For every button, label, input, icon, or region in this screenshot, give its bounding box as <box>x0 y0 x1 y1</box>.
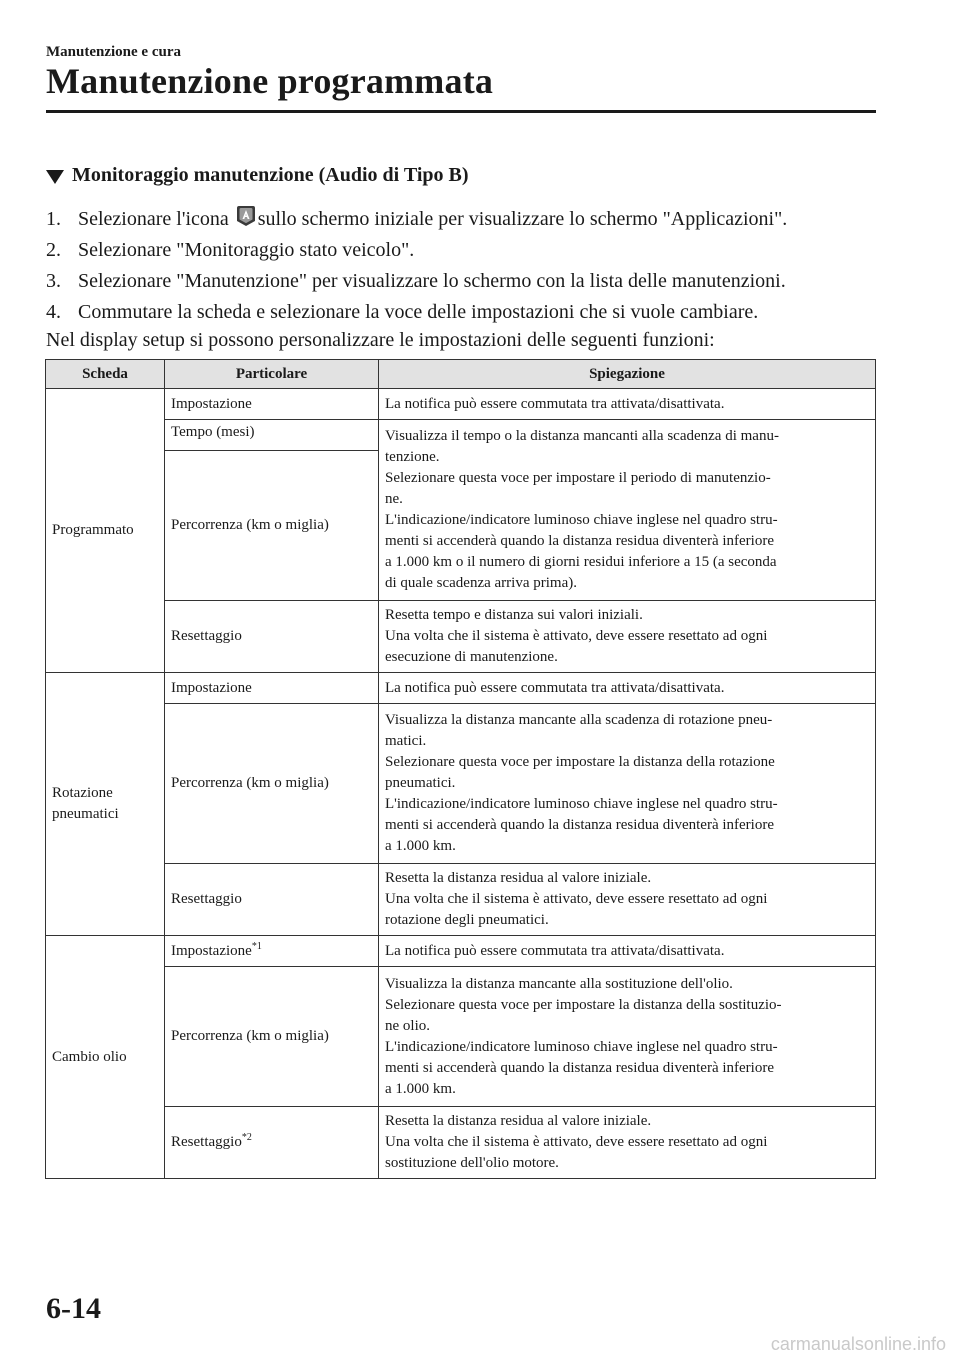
text-line: a 1.000 km o il numero di giorni residui inferiore a 15 (a seconda <box>385 554 777 570</box>
settings-table <box>45 359 876 1179</box>
step-text-continued: sullo schermo iniziale per visualizzare lo schermo "Applicazioni". <box>257 208 788 230</box>
scheda-cell: Programmato <box>46 389 165 673</box>
spiegazione-cell <box>379 420 876 601</box>
text-line: Una volta che il sistema è attivato, deve essere resettato ad ogni <box>385 1134 768 1150</box>
particolare-cell <box>165 1107 379 1179</box>
particolare-cell: Resettaggio <box>165 601 379 673</box>
text-line: Resetta tempo e distanza sui valori iniziali. <box>385 607 643 623</box>
spiegazione-cell: La notifica può essere commutata tra attivata/disattivata. <box>379 936 876 967</box>
text-line: rotazione degli pneumatici. <box>385 912 549 928</box>
text-line: di quale scadenza arriva prima). <box>385 575 577 591</box>
spiegazione-cell <box>379 967 876 1107</box>
table-row <box>46 601 876 673</box>
text-line: esecuzione di manutenzione. <box>385 649 558 665</box>
step-item <box>46 204 886 235</box>
text-line: menti si accenderà quando la distanza residua diventerà inferiore <box>385 1059 774 1076</box>
table-row <box>46 936 876 967</box>
text-line: matici. <box>385 733 427 749</box>
column-header-scheda: Scheda <box>46 360 165 389</box>
table-row <box>46 420 876 451</box>
step-text: Selezionare l'icona <box>78 208 229 230</box>
text-line: Visualizza la distanza mancante alla sostituzione dell'olio. <box>385 975 733 992</box>
particolare-cell: Impostazione <box>165 389 379 420</box>
particolare-cell: Resettaggio <box>165 864 379 936</box>
table-row <box>46 1107 876 1179</box>
spiegazione-cell <box>379 864 876 936</box>
spiegazione-cell: La notifica può essere commutata tra attivata/disattivata. <box>379 673 876 704</box>
particolare-cell <box>165 936 379 967</box>
column-header-particolare: Particolare <box>165 360 379 389</box>
scheda-cell <box>46 673 165 936</box>
table-row <box>46 389 876 420</box>
text-line: pneumatici <box>52 806 119 822</box>
step-text: Commutare la scheda e selezionare la voce delle impostazioni che si vuole cambiare. <box>78 301 759 323</box>
page-number: 6-14 <box>46 1292 101 1325</box>
text-line: Visualizza il tempo o la distanza mancanti alla scadenza di manu- <box>385 428 779 444</box>
spiegazione-cell <box>379 1107 876 1179</box>
text-line: pneumatici. <box>385 775 456 791</box>
table-row <box>46 967 876 1107</box>
column-header-spiegazione: Spiegazione <box>379 360 876 389</box>
chapter-label: Manutenzione e cura <box>46 44 181 60</box>
footnote-marker: *1 <box>251 940 262 952</box>
step-item <box>46 297 886 328</box>
step-item <box>46 266 886 297</box>
spiegazione-cell <box>379 601 876 673</box>
step-number: 3. <box>46 270 61 292</box>
text-line: Resetta la distanza residua al valore iniziale. <box>385 870 652 886</box>
text-line: sostituzione dell'olio motore. <box>385 1155 559 1171</box>
section-heading <box>46 164 469 187</box>
applications-icon <box>236 205 256 227</box>
text-line: Selezionare questa voce per impostare la distanza della rotazione <box>385 754 775 770</box>
text-line: L'indicazione/indicatore luminoso chiave inglese nel quadro stru- <box>385 796 778 812</box>
text-line: Selezionare questa voce per impostare il periodo di manutenzio- <box>385 470 771 486</box>
section-heading-text: Monitoraggio manutenzione (Audio di Tipo B) <box>72 164 469 186</box>
text-line: a 1.000 km. <box>385 838 456 854</box>
particolare-text: Impostazione <box>171 942 252 959</box>
step-number: 4. <box>46 301 61 323</box>
text-line: menti si accenderà quando la distanza residua diventerà inferiore <box>385 533 774 549</box>
text-line: Rotazione <box>52 785 113 801</box>
spiegazione-cell: La notifica può essere commutata tra attivata/disattivata. <box>379 389 876 420</box>
text-line: L'indicazione/indicatore luminoso chiave inglese nel quadro stru- <box>385 1038 778 1055</box>
text-line: Resetta la distanza residua al valore iniziale. <box>385 1113 652 1129</box>
particolare-cell: Percorrenza (km o miglia) <box>165 967 379 1107</box>
text-line: tenzione. <box>385 449 440 465</box>
table-row <box>46 704 876 864</box>
step-item <box>46 235 886 266</box>
text-line: Una volta che il sistema è attivato, deve essere resettato ad ogni <box>385 628 768 644</box>
title-rule <box>46 110 876 113</box>
text-line: Visualizza la distanza mancante alla scadenza di rotazione pneu- <box>385 712 773 728</box>
table-row <box>46 864 876 936</box>
particolare-cell: Impostazione <box>165 673 379 704</box>
watermark: carmanualsonline.info <box>770 1334 946 1354</box>
intro-text: Nel display setup si possono personalizzare le impostazioni delle seguenti funzioni: <box>46 329 715 351</box>
footnote-marker: *2 <box>241 1132 252 1143</box>
text-line: L'indicazione/indicatore luminoso chiave inglese nel quadro stru- <box>385 512 778 528</box>
text-line: a 1.000 km. <box>385 1080 456 1097</box>
text-line: Una volta che il sistema è attivato, deve essere resettato ad ogni <box>385 891 768 907</box>
table-header-row <box>46 360 876 389</box>
text-line: ne olio. <box>385 1017 430 1034</box>
step-number: 1. <box>46 208 61 230</box>
particolare-cell: Percorrenza (km o miglia) <box>165 451 379 601</box>
text-line: ne. <box>385 491 403 507</box>
table-row <box>46 673 876 704</box>
triangle-bullet-icon <box>46 170 64 184</box>
page-title: Manutenzione programmata <box>46 61 494 101</box>
particolare-text: Resettaggio <box>171 1134 242 1150</box>
text-line: menti si accenderà quando la distanza residua diventerà inferiore <box>385 817 774 833</box>
step-text: Selezionare "Manutenzione" per visualizzare lo schermo con la lista delle manutenzioni. <box>78 270 786 292</box>
step-number: 2. <box>46 239 61 261</box>
steps-list <box>46 204 886 328</box>
particolare-cell: Percorrenza (km o miglia) <box>165 704 379 864</box>
step-text: Selezionare "Monitoraggio stato veicolo". <box>78 239 415 261</box>
particolare-cell: Tempo (mesi) <box>165 420 379 451</box>
scheda-cell: Cambio olio <box>46 936 165 1179</box>
text-line: Selezionare questa voce per impostare la distanza della sostituzio- <box>385 996 782 1013</box>
spiegazione-cell <box>379 704 876 864</box>
